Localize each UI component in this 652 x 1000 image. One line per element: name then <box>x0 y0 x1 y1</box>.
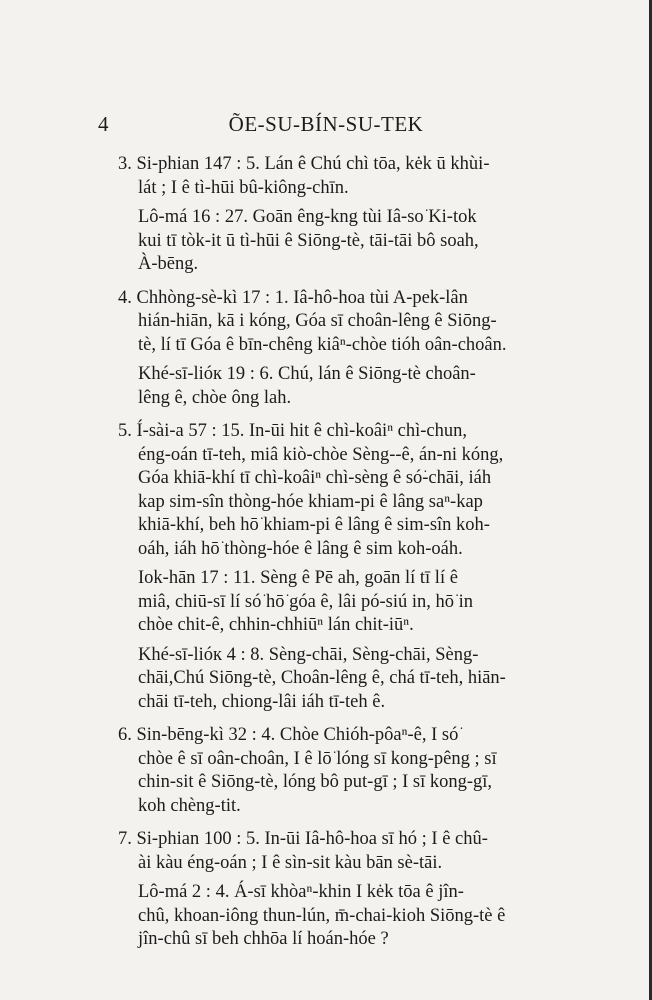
text-line: miâ, chiū-sī lí só͘ hō͘ góa ê, lâi pó-siú in, hō͘ in <box>138 591 474 612</box>
text-line: 7. Si-phian 100 : 5. In-ūi Iâ-hô-hoa sī hó ; I ê chû- <box>118 829 488 849</box>
verse-entry <box>118 287 572 411</box>
text-line: Khé-sī-lióк 4 : 8. Sèng-chāi, Sèng-chāi, Sèng- <box>138 644 479 665</box>
verse-entry <box>118 828 572 952</box>
text-line: chin-sit ê Siōng-tè, lóng bô put-gī ; I sī kong-gī, <box>138 772 493 792</box>
text-line: oáh, iáh hō͘ thòng-hóe ê lâng ê sim koh-oáh. <box>138 538 463 559</box>
text-line: 3. Si-phian 147 : 5. Lán ê Chú chì tōa, kėk ū khùi- <box>118 154 490 174</box>
page-number: 4 <box>98 112 109 136</box>
page-body <box>118 153 572 962</box>
text-line: Góa khiā-khí tī chì-koâiⁿ chì-sèng ê só͘-chāi, iáh <box>138 468 492 488</box>
text-line: lát ; I ê tì-hūi bû-kiông-chīn. <box>138 177 349 198</box>
text-line: lêng ê, chòe ông lah. <box>138 387 292 408</box>
page-header <box>0 112 652 142</box>
verse-entry <box>118 724 572 818</box>
text-line: chāi tī-teh, chiong-lâi iáh tī-teh ê. <box>138 691 386 712</box>
text-line: À-bēng. <box>138 254 199 274</box>
text-line: koh chèng-tit. <box>138 795 241 816</box>
text-line: kap sim-sîn thòng-hóe khiam-pi ê lâng saⁿ-kap <box>138 491 483 512</box>
text-line: Lô-má 16 : 27. Goān êng-kng tùi Iâ-so͘ Ki-tok <box>138 207 477 227</box>
text-line: chòe chit-ê, chhin-chhiūⁿ lán chit-iūⁿ. <box>138 615 414 635</box>
text-line: 4. Chhòng-sè-kì 17 : 1. Iâ-hô-hoa tùi A-pek-lân <box>118 287 468 308</box>
text-line: Lô-má 2 : 4. Á-sī khòaⁿ-khin I kėk tōa ê jîn- <box>138 882 464 902</box>
text-line: 5. Í-sài-a 57 : 15. In-ūi hit ê chì-koâiⁿ chì-chun, <box>118 421 467 441</box>
text-line: chāi,Chú Siōng-tè, Choân-lêng ê, chá tī-teh, hiān- <box>138 668 506 688</box>
text-line: 6. Sin-bēng-kì 32 : 4. Chòe Chióh-pôaⁿ-ê, I só͘ <box>118 725 459 745</box>
text-line: jîn-chû sī beh chhōa lí hoán-hóe ? <box>138 929 389 949</box>
verse-entry <box>118 420 572 714</box>
text-line: chû, khoan-iông thun-lún, m̄-chai-kioh Siōng-tè ê <box>138 905 506 926</box>
text-line: chòe ê sī oân-choân, I ê lō͘ lóng sī kong-pêng ; sī <box>138 748 497 769</box>
text-line: Iok-hān 17 : 11. Sèng ê Pē ah, goān lí tī lí ê <box>138 568 458 588</box>
verse-entry <box>118 153 572 277</box>
text-line: éng-oán tī-teh, miâ kiò-chòe Sèng--ê, án-ni kóng, <box>138 444 504 465</box>
text-line: tè, lí tī Góa ê bīn-chêng kiâⁿ-chòe tióh oân-choân. <box>138 334 507 355</box>
text-line: kui tī tòk-it ū tì-hūi ê Siōng-tè, tāi-tāi bô soah, <box>138 230 479 251</box>
text-line: ài kàu éng-oán ; I ê sìn-sit kàu bān sè-tāi. <box>138 852 443 873</box>
running-title: ÕE-SU-BÍN-SU-TEK <box>228 112 424 136</box>
text-line: hián-hiān, kā i kóng, Góa sī choân-lêng ê Siōng- <box>138 311 497 331</box>
text-line: khiā-khí, beh hō͘ khiam-pi ê lâng ê sim-sîn koh- <box>138 515 490 535</box>
text-line: Khé-sī-lióк 19 : 6. Chú, lán ê Siōng-tè choân- <box>138 364 476 384</box>
